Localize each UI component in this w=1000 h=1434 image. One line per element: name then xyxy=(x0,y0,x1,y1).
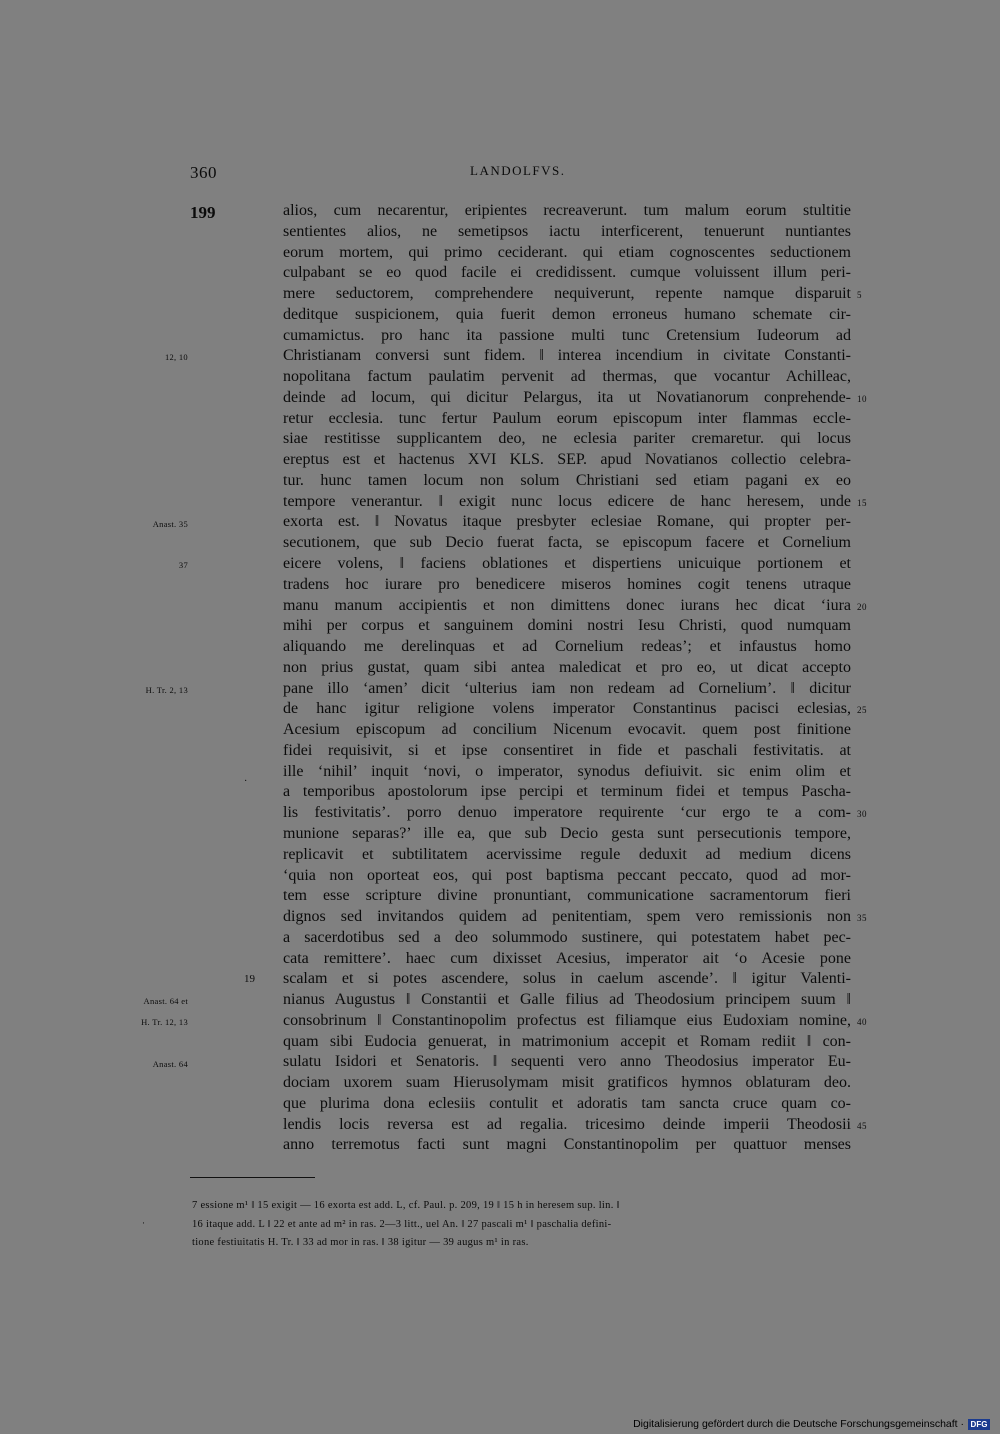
text-line: dociam uxorem suam Hierusolymam misit gratificos hymnos oblaturam deo. xyxy=(283,1074,851,1092)
margin-dot: · xyxy=(244,776,248,787)
text-line: scalam et si potes ascendere, solus in caelum ascende’. ‖ igitur Valenti- xyxy=(283,970,851,988)
line-number: 30 xyxy=(857,809,867,820)
text-line: ille ‘nihil’ inquit ‘novi, o imperator, synodus defiuivit. sic enim olim et xyxy=(283,762,851,780)
text-line: tradens hoc iurare pro benedicere miseros homines cogit tenens utraque xyxy=(283,575,851,593)
line-number: 5 xyxy=(857,290,862,301)
footnote-rule xyxy=(190,1177,315,1178)
footnote-line: tione festiuitatis H. Tr. ‖ 33 ad mor in ras. ‖ 38 igitur — 39 augus m¹ in ras. xyxy=(192,1237,529,1248)
line-number: 20 xyxy=(857,601,867,612)
text-line: Acesium episcopum ad concilium Nicenum evocavit. quem post finitione xyxy=(283,721,851,739)
footnote-line: 7 essione m¹ ‖ 15 exigit — 16 exorta est add. L, cf. Paul. p. 209, 19 ‖ 15 h in heresem sup. lin. ‖ xyxy=(192,1200,620,1211)
text-line: mihi per corpus et sanguinem domini nostri Iesu Christi, quod numquam xyxy=(283,617,851,635)
chapter-number: 199 xyxy=(190,203,216,222)
line-number: 15 xyxy=(857,497,867,508)
text-line: nopolitana factum paulatim pervenit ad thermas, que vocantur Achilleac, xyxy=(283,368,851,386)
line-number: 25 xyxy=(857,705,867,716)
text-line: non prius gustat, quam sibi antea maledicat et pro eo, ut dicat accepto xyxy=(283,658,851,676)
text-line: quam sibi Eudocia genuerat, in matrimonium accepit et Romam rediit ‖ con- xyxy=(283,1032,851,1050)
text-line: de hanc igitur religione volens imperator Constantinus pacisci eclesias, xyxy=(283,700,851,718)
line-number: 35 xyxy=(857,913,867,924)
source-reference: H. Tr. 12, 13 xyxy=(141,1017,188,1028)
text-line: eicere volens, ‖ faciens oblationes et dispertiens unicuique portionem et xyxy=(283,555,851,573)
text-line: ereptus est et hactenus XVI KLS. SEP. apud Novatianos collectio celebra- xyxy=(283,451,851,469)
text-line: retur ecclesia. tunc fertur Paulum eorum episcopum inter flammas eccle- xyxy=(283,409,851,427)
running-head: LANDOLFVS. xyxy=(470,163,566,178)
text-line: dignos sed invitandos quidem ad penitentiam, spem vero remissionis non xyxy=(283,908,851,926)
line-number: 40 xyxy=(857,1017,867,1028)
text-line: mere seductorem, comprehendere nequiverunt, repente namque disparuit xyxy=(283,285,851,303)
text-line: culpabant se eo quod facile ei credidissent. cumque voluissent illum peri- xyxy=(283,264,851,282)
critical-apparatus xyxy=(192,1197,850,1253)
source-reference: 19 xyxy=(244,973,255,986)
text-line: a sacerdotibus sed a deo solummodo sustinere, qui potestatem habet pec- xyxy=(283,928,851,946)
text-line: manu manum accipientis et non dimittens donec iurans hec dicat ‘iura xyxy=(283,596,851,614)
text-line: sulatu Isidori et Senatoris. ‖ sequenti vero anno Theodosius imperator Eu- xyxy=(283,1053,851,1071)
text-line: cumamictus. pro hanc ita passione multi tunc Cretensium Iudeorum ad xyxy=(283,326,851,344)
text-line: alios, cum necarentur, eripientes recreaverunt. tum malum eorum stultitie xyxy=(283,202,851,219)
text-line: siae restitisse supplicantem deo, ne eclesia pariter cremaretur. qui locus xyxy=(283,430,851,448)
footnote-dot: · xyxy=(142,1218,145,1228)
dfg-logo: DFG xyxy=(968,1419,990,1430)
text-line: replicavit et subtilitatem acervissime regule deduxit ad medium dicens xyxy=(283,845,851,863)
source-reference: Anast. 64 et xyxy=(143,996,188,1007)
source-reference: 12, 10 xyxy=(164,352,188,363)
text-line: tur. hunc tamen locum non solum Christiani sed etiam pagani ex eo xyxy=(283,471,851,489)
text-line: consobrinum ‖ Constantinopolim profectus est filiamque eius Eudoxiam nomine, xyxy=(283,1011,851,1029)
text-line: pane illo ‘amen’ dicit ‘ulterius iam non redeam ad Cornelium’. ‖ dicitur xyxy=(283,679,851,697)
line-number: 45 xyxy=(857,1120,867,1131)
text-line: munione separas?’ ille ea, que sub Decio gesta sunt persecutionis tempore, xyxy=(283,824,851,842)
text-line: aliquando me derelinquas et ad Cornelium redeas’; et infaustus homo xyxy=(283,638,851,656)
text-line: fidei requisivit, si et ipse consentiret in fide et paschali festivitatis. at xyxy=(283,741,851,759)
text-line: Christianam conversi sunt fidem. ‖ interea incendium in civitate Constanti- xyxy=(283,347,851,365)
source-reference: H. Tr. 2, 13 xyxy=(145,684,188,695)
text-line: ‘quia non oporteat eos, qui post baptisma peccant peccato, quod ad mor- xyxy=(283,866,851,884)
text-line: que plurima dona eclesiis contulit et adoratis tam sancta cruce quam co- xyxy=(283,1094,851,1112)
text-line: lis festivitatis’. porro denuo imperatore requirente ‘cur ergo te a com- xyxy=(283,804,851,822)
source-reference: Anast. 35 xyxy=(152,518,188,529)
funding-banner xyxy=(633,1418,990,1430)
text-line: anno terremotus facti sunt magni Constantinopolim per quattuor menses xyxy=(283,1136,851,1154)
source-reference: 37 xyxy=(178,560,188,571)
text-line: lendis locis reversa est ad regalia. tricesimo deinde imperii Theodosii xyxy=(283,1115,851,1133)
text-line: deinde ad locum, qui dicitur Pelargus, ita ut Novatianorum conprehende- xyxy=(283,388,851,406)
text-line: exorta est. ‖ Novatus itaque presbyter eclesiae Romane, qui propter per- xyxy=(283,513,851,531)
main-text xyxy=(283,201,851,1156)
page-number: 360 xyxy=(190,163,217,182)
text-line: cata remittere’. haec cum dixisset Acesius, imperator ait ‘o Acesie pone xyxy=(283,949,851,967)
funding-text: Digitalisierung gefördert durch die Deutsche Forschungsgemeinschaft · xyxy=(633,1418,964,1430)
text-line: tempore venerantur. ‖ exigit nunc locus edicere de hanc heresem, unde xyxy=(283,492,851,510)
text-line: eorum mortem, qui primo ceciderant. qui etiam cognoscentes seductionem xyxy=(283,243,851,261)
text-line: tem esse scripture divine pronuntiant, communicatione sacramentorum fieri xyxy=(283,887,851,905)
footnote-line: 16 itaque add. L ‖ 22 et ante ad m² in ras. 2—3 litt., uel An. ‖ 27 pascali m¹ ‖ paschalia defini- xyxy=(192,1218,612,1230)
text-line: secutionem, que sub Decio fuerat facta, se episcopum facere et Cornelium xyxy=(283,534,851,552)
text-line: deditque suspicionem, quia fuerit demon erroneus humano schemate cir- xyxy=(283,305,851,323)
line-number: 10 xyxy=(857,393,867,404)
text-line: a temporibus apostolorum ipse percipi et terminum fidei et tempus Pascha- xyxy=(283,783,851,801)
source-reference: Anast. 64 xyxy=(152,1058,188,1069)
text-line: sentientes alios, ne semetipsos iactu interficerent, tenuerunt nuntiantes xyxy=(283,222,851,240)
text-line: nianus Augustus ‖ Constantii et Galle filius ad Theodosium principem suum ‖ xyxy=(283,991,851,1009)
